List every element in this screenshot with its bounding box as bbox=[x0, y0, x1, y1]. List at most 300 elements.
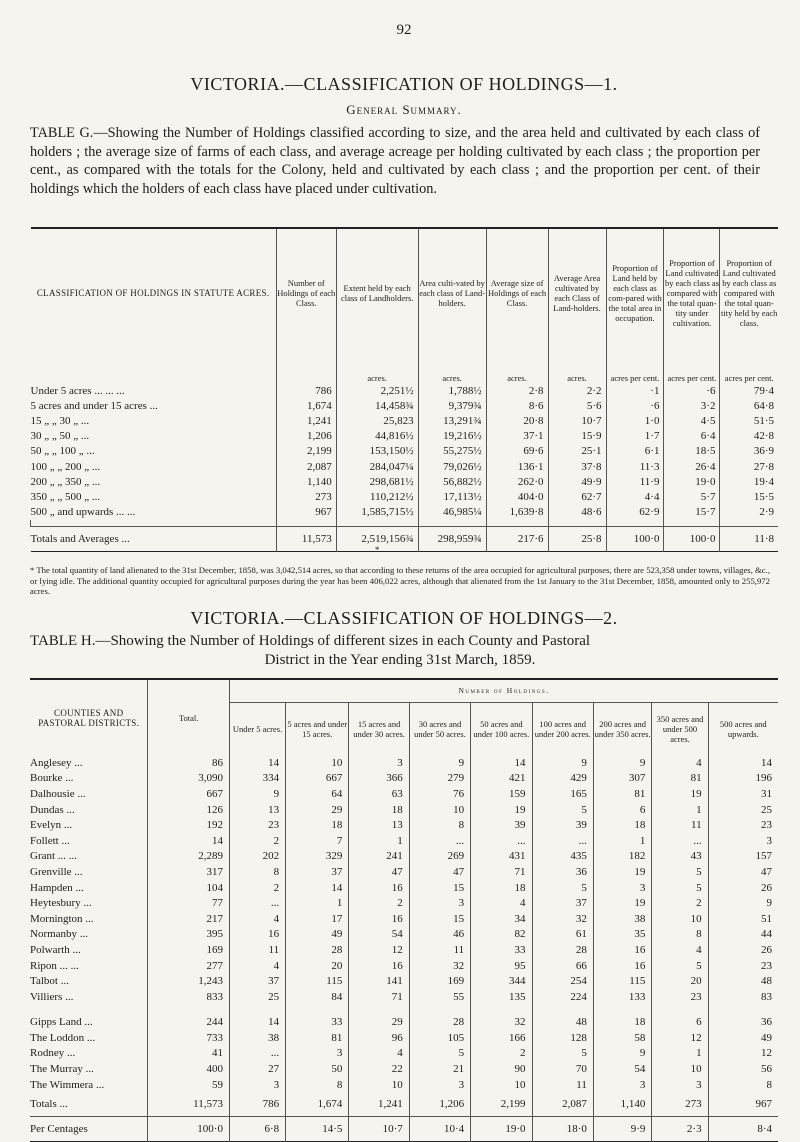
table-cell: 15·7 bbox=[664, 505, 720, 520]
table-cell: 14 bbox=[229, 1015, 285, 1031]
table-cell: 9 bbox=[532, 755, 593, 771]
table-h-size-header: 15 acres and under 30 acres. bbox=[349, 703, 409, 756]
table-cell: 5 bbox=[652, 864, 708, 880]
table-cell: 169 bbox=[409, 973, 470, 989]
table-cell: 44 bbox=[708, 927, 778, 943]
table-cell: 16 bbox=[593, 958, 652, 974]
table-cell: 37 bbox=[286, 864, 349, 880]
spacer-cell bbox=[229, 1005, 285, 1015]
table-cell: 404·0 bbox=[486, 489, 548, 504]
row-label: Totals and Averages ... bbox=[31, 526, 277, 551]
table-cell: 667 bbox=[286, 771, 349, 787]
table-h-spacer bbox=[30, 1005, 778, 1015]
table-cell: 31 bbox=[708, 786, 778, 802]
table-cell: 2,199 bbox=[471, 1092, 532, 1117]
table-cell: 81 bbox=[652, 771, 708, 787]
table-cell: 12 bbox=[349, 942, 409, 958]
table-cell: 2 bbox=[349, 895, 409, 911]
table-cell: 8 bbox=[286, 1077, 349, 1093]
table-cell: 19 bbox=[593, 864, 652, 880]
table-cell: 8·4 bbox=[708, 1117, 778, 1142]
table-cell: 28 bbox=[532, 942, 593, 958]
table-g-header: Proportion of Land cultivated by each class as compared with the total quan-tity under cultivation. bbox=[664, 228, 720, 357]
table-h-size-header: 500 acres and upwards. bbox=[708, 703, 778, 756]
table-cell: 54 bbox=[349, 927, 409, 943]
table-g-header: Average size of Holdings of each Class. bbox=[486, 228, 548, 357]
row-label: 50 „ „ 100 „ ... bbox=[30, 445, 95, 458]
table-cell: 4 bbox=[652, 942, 708, 958]
table-cell: 5 bbox=[532, 880, 593, 896]
table-cell: 4 bbox=[471, 895, 532, 911]
table-cell: ·6 bbox=[664, 383, 720, 398]
table-cell: 2,199 bbox=[276, 444, 336, 459]
table-cell: 23 bbox=[708, 958, 778, 974]
table-cell: 29 bbox=[286, 802, 349, 818]
table-cell: 32 bbox=[471, 1015, 532, 1031]
row-label: Totals ... bbox=[30, 1098, 68, 1111]
table-cell: 2,289 bbox=[148, 849, 230, 865]
row-label: 350 „ „ 500 „ ... bbox=[30, 490, 101, 503]
table-cell: 36 bbox=[708, 1015, 778, 1031]
table-cell: 10 bbox=[471, 1077, 532, 1093]
table-cell: 66 bbox=[532, 958, 593, 974]
table-g-header: Number of Holdings of each Class. bbox=[276, 228, 336, 357]
table-cell: 9,379¾ bbox=[418, 398, 486, 413]
table-cell: 1,788½ bbox=[418, 383, 486, 398]
table-cell: 81 bbox=[593, 786, 652, 802]
spacer-cell bbox=[708, 1005, 778, 1015]
table-h-header-number-of-holdings: Number of Holdings. bbox=[229, 679, 778, 703]
table-cell: 6 bbox=[593, 802, 652, 818]
table-cell: 1,674 bbox=[276, 398, 336, 413]
table-cell: 241 bbox=[349, 849, 409, 865]
table-cell: 4 bbox=[229, 911, 285, 927]
row-label: Bourke ... bbox=[30, 772, 74, 785]
table-cell: 115 bbox=[286, 973, 349, 989]
table-cell: ... bbox=[471, 833, 532, 849]
table-cell: 11 bbox=[409, 942, 470, 958]
table-cell: 25 bbox=[229, 989, 285, 1005]
table-cell: 19·0 bbox=[471, 1117, 532, 1142]
table-cell: 202 bbox=[229, 849, 285, 865]
table-cell: 18 bbox=[471, 880, 532, 896]
table-cell: 62·9 bbox=[606, 505, 664, 520]
table-cell: 51·5 bbox=[720, 413, 778, 428]
table-cell: 421 bbox=[471, 771, 532, 787]
table-cell: 217·6 bbox=[486, 526, 548, 551]
table-cell: 157 bbox=[708, 849, 778, 865]
table-cell: 55,275½ bbox=[418, 444, 486, 459]
table-g-row bbox=[31, 398, 779, 413]
table-cell: 26·4 bbox=[664, 459, 720, 474]
table-cell: 15 bbox=[409, 880, 470, 896]
table-cell: 2·9 bbox=[720, 505, 778, 520]
table-cell: 12 bbox=[708, 1046, 778, 1062]
table-cell: 6·8 bbox=[229, 1117, 285, 1142]
row-label: 5 acres and under 15 acres ... bbox=[30, 399, 158, 412]
table-cell: 18·0 bbox=[532, 1117, 593, 1142]
table-cell: 17,113½ bbox=[418, 489, 486, 504]
table-cell: 786 bbox=[229, 1092, 285, 1117]
table-h-row bbox=[30, 755, 778, 771]
table-g-row bbox=[31, 474, 779, 489]
table-g-row bbox=[31, 413, 779, 428]
table-cell: 2,519,156¾ * bbox=[336, 526, 418, 551]
table-cell: 13 bbox=[229, 802, 285, 818]
table-cell: 64 bbox=[286, 786, 349, 802]
table-h-size-header: 200 acres and under 350 acres. bbox=[593, 703, 652, 756]
table-cell: 1,674 bbox=[286, 1092, 349, 1117]
table-cell: 967 bbox=[708, 1092, 778, 1117]
table-cell: 56,882½ bbox=[418, 474, 486, 489]
table-cell: 8 bbox=[708, 1077, 778, 1093]
row-label: Anglesey ... bbox=[30, 756, 83, 769]
table-cell: 83 bbox=[708, 989, 778, 1005]
table-g-totals-row bbox=[31, 526, 779, 551]
table-cell: 46,985¼ bbox=[418, 505, 486, 520]
table-cell: 15·5 bbox=[720, 489, 778, 504]
table-cell: 11 bbox=[652, 817, 708, 833]
table-h-row bbox=[30, 973, 778, 989]
table-cell: ... bbox=[409, 833, 470, 849]
table-cell: 344 bbox=[471, 973, 532, 989]
table-cell: 1 bbox=[652, 802, 708, 818]
table-cell: 9 bbox=[708, 895, 778, 911]
table-cell: 71 bbox=[471, 864, 532, 880]
table-cell: 32 bbox=[409, 958, 470, 974]
row-label: 100 „ „ 200 „ ... bbox=[30, 460, 101, 473]
table-cell: 273 bbox=[276, 489, 336, 504]
table-cell: 12 bbox=[652, 1030, 708, 1046]
table-cell: 26 bbox=[708, 942, 778, 958]
table-h-row bbox=[30, 849, 778, 865]
table-cell: 733 bbox=[148, 1030, 230, 1046]
table-cell: 26 bbox=[708, 880, 778, 896]
table-cell: 63 bbox=[349, 786, 409, 802]
table-cell: 23 bbox=[708, 817, 778, 833]
table-h-caption bbox=[30, 632, 770, 670]
table-cell: 4 bbox=[652, 755, 708, 771]
table-cell: 47 bbox=[349, 864, 409, 880]
table-cell: 77 bbox=[148, 895, 230, 911]
table-h-row bbox=[30, 1030, 778, 1046]
table-cell: 217 bbox=[148, 911, 230, 927]
table-cell: 435 bbox=[532, 849, 593, 865]
table-cell: 61 bbox=[532, 927, 593, 943]
table-cell: 182 bbox=[593, 849, 652, 865]
table-h-row bbox=[30, 771, 778, 787]
table-cell: 100·0 bbox=[606, 526, 664, 551]
table-cell: 39 bbox=[471, 817, 532, 833]
table-cell: 400 bbox=[148, 1061, 230, 1077]
table-cell: ... bbox=[229, 895, 285, 911]
table-cell: 25·8 bbox=[548, 526, 606, 551]
page-number: 92 bbox=[396, 22, 412, 38]
table-g-caption: TABLE G.—Showing the Number of Holdings classified according to size, and the area held and cultivated by each class of holders ; the average size of farms of each class, and average acreage per holding cultivated by each class ; the proportion per cent., as compared with the totals for the Colony, held and cultivated by each class ; and the proportion per cent. of their holdings which the holders of each class have placed under cultivation. bbox=[30, 125, 760, 197]
table-cell: 165 bbox=[532, 786, 593, 802]
table-cell: 48 bbox=[532, 1015, 593, 1031]
table-cell: 429 bbox=[532, 771, 593, 787]
table-cell: 3 bbox=[409, 1077, 470, 1093]
unit-cell: acres per cent. bbox=[720, 357, 778, 383]
table-cell: 3·2 bbox=[664, 398, 720, 413]
table-h-row bbox=[30, 1077, 778, 1093]
table-cell: 1,241 bbox=[349, 1092, 409, 1117]
row-label: Under 5 acres ... ... ... bbox=[30, 384, 125, 397]
table-h-size-header: 30 acres and under 50 acres. bbox=[409, 703, 470, 756]
spacer-cell bbox=[532, 1005, 593, 1015]
table-cell: 1 bbox=[286, 895, 349, 911]
table-cell: 36 bbox=[532, 864, 593, 880]
table-g bbox=[30, 227, 778, 555]
table-cell: 967 bbox=[276, 505, 336, 520]
table-h-header-total: Total. bbox=[148, 679, 230, 755]
row-label: The Wimmera ... bbox=[30, 1078, 105, 1091]
table-cell: 14 bbox=[229, 755, 285, 771]
table-cell: 298,959¾ bbox=[418, 526, 486, 551]
table-cell: 58 bbox=[593, 1030, 652, 1046]
table-cell: 136·1 bbox=[486, 459, 548, 474]
table-cell: 2 bbox=[471, 1046, 532, 1062]
table-cell: 22 bbox=[349, 1061, 409, 1077]
table-g-unit-row bbox=[31, 357, 779, 383]
table-cell: 7 bbox=[286, 833, 349, 849]
table-cell: 16 bbox=[349, 958, 409, 974]
spacer-cell bbox=[471, 1005, 532, 1015]
table-cell: 3 bbox=[286, 1046, 349, 1062]
table-cell: 9 bbox=[593, 755, 652, 771]
table-cell: 56 bbox=[708, 1061, 778, 1077]
table-cell: 3 bbox=[229, 1077, 285, 1093]
table-cell: 37·8 bbox=[548, 459, 606, 474]
table-cell: 431 bbox=[471, 849, 532, 865]
table-cell: 1,639·8 bbox=[486, 505, 548, 520]
table-cell: 100·0 bbox=[148, 1117, 230, 1142]
table-cell: 5 bbox=[652, 958, 708, 974]
table-cell: 2 bbox=[652, 895, 708, 911]
table-cell: 14,458¾ bbox=[336, 398, 418, 413]
table-cell: 25,823 bbox=[336, 413, 418, 428]
table-cell: 76 bbox=[409, 786, 470, 802]
table-cell: 23 bbox=[229, 817, 285, 833]
row-label: Ripon ... ... bbox=[30, 959, 79, 972]
table-h-caption-line1: TABLE H.—Showing the Number of Holdings of different sizes in each County and Pastoral bbox=[30, 633, 591, 649]
table-cell: ... bbox=[652, 833, 708, 849]
table-cell: 19 bbox=[593, 895, 652, 911]
table-cell: 1·0 bbox=[606, 413, 664, 428]
table-cell: 18 bbox=[349, 802, 409, 818]
table-cell: 29 bbox=[349, 1015, 409, 1031]
table-cell: 18·5 bbox=[664, 444, 720, 459]
unit-cell: acres. bbox=[548, 357, 606, 383]
table-cell: 298,681½ bbox=[336, 474, 418, 489]
table-g-row bbox=[31, 459, 779, 474]
spacer-cell bbox=[148, 1005, 230, 1015]
table-cell: 6·4 bbox=[664, 429, 720, 444]
row-label: Heytesbury ... bbox=[30, 897, 92, 910]
table-g-row bbox=[31, 444, 779, 459]
table-cell: 5·6 bbox=[548, 398, 606, 413]
row-label: 30 „ „ 50 „ ... bbox=[30, 430, 90, 443]
table-g-row bbox=[31, 505, 779, 520]
table-cell: 33 bbox=[286, 1015, 349, 1031]
row-label: The Murray ... bbox=[30, 1063, 94, 1076]
row-label: The Loddon ... bbox=[30, 1031, 96, 1044]
table-cell: 23 bbox=[652, 989, 708, 1005]
unit-cell: acres per cent. bbox=[664, 357, 720, 383]
table-cell: 273 bbox=[652, 1092, 708, 1117]
unit-cell: acres. bbox=[486, 357, 548, 383]
table-h-row bbox=[30, 802, 778, 818]
table-cell: 46 bbox=[409, 927, 470, 943]
table-cell: 1 bbox=[652, 1046, 708, 1062]
table-cell: 1,140 bbox=[276, 474, 336, 489]
table-g-row bbox=[31, 429, 779, 444]
table-cell: 2·3 bbox=[652, 1117, 708, 1142]
table-cell: 6·1 bbox=[606, 444, 664, 459]
table-cell: 90 bbox=[471, 1061, 532, 1077]
table-cell: 95 bbox=[471, 958, 532, 974]
table-cell: 10·4 bbox=[409, 1117, 470, 1142]
table-cell: 3 bbox=[593, 1077, 652, 1093]
table-cell: 126 bbox=[148, 802, 230, 818]
table-cell: 49·9 bbox=[548, 474, 606, 489]
table-cell: 133 bbox=[593, 989, 652, 1005]
table-cell: 44,816½ bbox=[336, 429, 418, 444]
table-cell: 14 bbox=[286, 880, 349, 896]
table-cell: 10 bbox=[349, 1077, 409, 1093]
table-cell: 1,140 bbox=[593, 1092, 652, 1117]
table-cell: 43 bbox=[652, 849, 708, 865]
table-cell: 19,216½ bbox=[418, 429, 486, 444]
table-cell: 38 bbox=[593, 911, 652, 927]
table-g-header: Average Area cultivated by each Class of Land-holders. bbox=[548, 228, 606, 357]
table-h-row bbox=[30, 942, 778, 958]
table-cell: 28 bbox=[286, 942, 349, 958]
table-cell: 18 bbox=[593, 817, 652, 833]
table-cell: 3,090 bbox=[148, 771, 230, 787]
table-h-totals-row bbox=[30, 1092, 778, 1117]
table-cell: 25·1 bbox=[548, 444, 606, 459]
table-cell: 11,573 bbox=[148, 1092, 230, 1117]
table-cell: ·6 bbox=[606, 398, 664, 413]
unit-cell bbox=[31, 357, 277, 383]
table-cell: 224 bbox=[532, 989, 593, 1005]
table-cell: 4 bbox=[349, 1046, 409, 1062]
table-cell: 20 bbox=[286, 958, 349, 974]
heading-classification-1: VICTORIA.—CLASSIFICATION OF HOLDINGS—1. bbox=[190, 74, 618, 94]
table-cell: 42·8 bbox=[720, 429, 778, 444]
table-cell: 19·0 bbox=[664, 474, 720, 489]
table-cell: 86 bbox=[148, 755, 230, 771]
table-cell: 18 bbox=[593, 1015, 652, 1031]
table-cell: 141 bbox=[349, 973, 409, 989]
table-cell: ... bbox=[229, 1046, 285, 1062]
row-label: Grant ... ... bbox=[30, 850, 78, 863]
table-cell: 49 bbox=[286, 927, 349, 943]
table-cell: 2·8 bbox=[486, 383, 548, 398]
table-cell: 13 bbox=[349, 817, 409, 833]
table-cell: 28 bbox=[409, 1015, 470, 1031]
table-cell: 104 bbox=[148, 880, 230, 896]
unit-cell: acres. bbox=[418, 357, 486, 383]
table-cell: 10 bbox=[652, 1061, 708, 1077]
table-cell: 20 bbox=[652, 973, 708, 989]
table-cell: 16 bbox=[229, 927, 285, 943]
table-cell: 159 bbox=[471, 786, 532, 802]
table-cell: 105 bbox=[409, 1030, 470, 1046]
table-cell: 50 bbox=[286, 1061, 349, 1077]
table-cell: 1·7 bbox=[606, 429, 664, 444]
table-cell: 833 bbox=[148, 989, 230, 1005]
table-cell: 14 bbox=[148, 833, 230, 849]
table-cell: 128 bbox=[532, 1030, 593, 1046]
table-cell: 10·7 bbox=[548, 413, 606, 428]
table-cell: 96 bbox=[349, 1030, 409, 1046]
table-cell: 2,087 bbox=[532, 1092, 593, 1117]
table-cell: 48·6 bbox=[548, 505, 606, 520]
table-cell: 11·8 bbox=[720, 526, 778, 551]
table-cell: 55 bbox=[409, 989, 470, 1005]
table-g-header: CLASSIFICATION OF HOLDINGS IN STATUTE ACRES. bbox=[36, 288, 270, 298]
table-cell: 3 bbox=[652, 1077, 708, 1093]
table-cell: 20·8 bbox=[486, 413, 548, 428]
table-cell: 27·8 bbox=[720, 459, 778, 474]
row-label: 15 „ „ 30 „ ... bbox=[30, 414, 90, 427]
table-cell: 1,585,715½ bbox=[336, 505, 418, 520]
table-cell: 15 bbox=[409, 911, 470, 927]
table-cell: 14 bbox=[708, 755, 778, 771]
table-cell: 329 bbox=[286, 849, 349, 865]
table-cell: 37 bbox=[229, 973, 285, 989]
table-cell: 4·4 bbox=[606, 489, 664, 504]
table-h-header-districts: COUNTIES AND PASTORAL DISTRICTS. bbox=[38, 707, 140, 728]
spacer-cell bbox=[409, 1005, 470, 1015]
table-cell: 10 bbox=[652, 911, 708, 927]
footnote-marker: * bbox=[374, 544, 380, 555]
table-h-row bbox=[30, 833, 778, 849]
table-h-row bbox=[30, 817, 778, 833]
table-cell: 277 bbox=[148, 958, 230, 974]
table-cell: 37 bbox=[532, 895, 593, 911]
table-cell: 9 bbox=[229, 786, 285, 802]
table-cell: 8·6 bbox=[486, 398, 548, 413]
table-cell: 2 bbox=[229, 880, 285, 896]
table-cell: 254 bbox=[532, 973, 593, 989]
table-cell: 64·8 bbox=[720, 398, 778, 413]
table-cell: 269 bbox=[409, 849, 470, 865]
spacer-cell bbox=[286, 1005, 349, 1015]
row-label: 200 „ „ 350 „ ... bbox=[30, 475, 101, 488]
heading-general-summary: General Summary. bbox=[346, 102, 462, 117]
table-cell: 5 bbox=[532, 1046, 593, 1062]
table-cell: ·1 bbox=[606, 383, 664, 398]
spacer-cell bbox=[30, 1005, 148, 1015]
table-cell: 16 bbox=[349, 880, 409, 896]
heading-classification-2: VICTORIA.—CLASSIFICATION OF HOLDINGS—2. bbox=[190, 608, 618, 628]
table-h-row bbox=[30, 958, 778, 974]
table-cell: 395 bbox=[148, 927, 230, 943]
table-cell: 9 bbox=[409, 755, 470, 771]
table-cell: 19 bbox=[652, 786, 708, 802]
table-g-header-row bbox=[31, 228, 779, 357]
table-cell: 16 bbox=[593, 942, 652, 958]
table-cell: 8 bbox=[652, 927, 708, 943]
row-label: Follett ... bbox=[30, 834, 70, 847]
table-cell: 11·9 bbox=[606, 474, 664, 489]
table-cell: 27 bbox=[229, 1061, 285, 1077]
table-cell: 35 bbox=[593, 927, 652, 943]
